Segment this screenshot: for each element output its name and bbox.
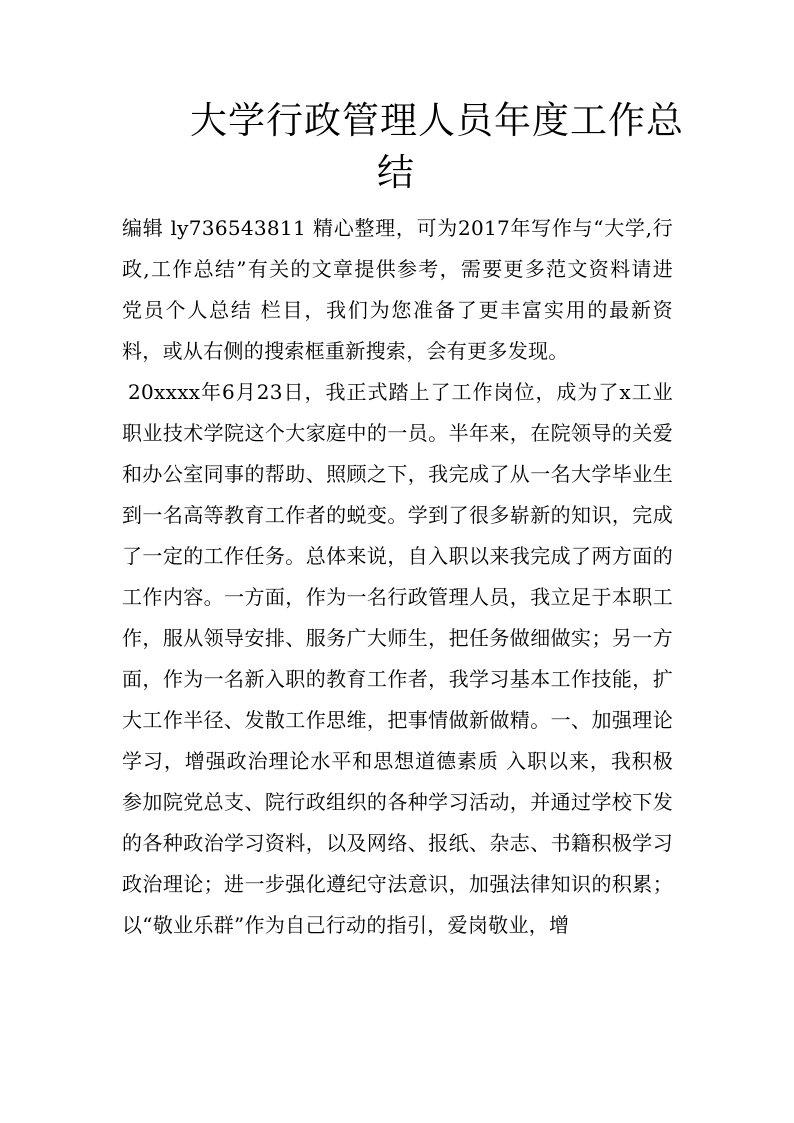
document-title [190, 96, 684, 198]
intro-paragraph: 编辑 ly736543811 精心整理，可为2017年写作与“大学,行政,工作总结”有关的文章提供参考，需要更多范文资料请进 党员个人总结 栏目，我们为您准备了更丰富实用的最新资料，或从右侧的搜索框重新搜索，会有更多发现。 [122, 216, 673, 363]
title-line-2: 结 [377, 151, 415, 194]
main-paragraph: 20xxxx年6月23日，我正式踏上了工作岗位，成为了x工业职业技术学院这个大家庭中的一员。半年来，在院领导的关爱和办公室同事的帮助、照顾之下，我完成了从一名大学毕业生到一名高等教育工作者的蜕变。学到了很多崭新的知识，完成了一定的工作任务。总体来说，自入职以来我完成了两方面的工作内容。一方面，作为一名行政管理人员，我立足于本职工作，服从领导安排、服务广大师生，把任务做细做实；另一方面，作为一名新入职的教育工作者，我学习基本工作技能，扩大工作半径、发散工作思维，把事情做新做精。一、加强理论学习，增强政治理论水平和思想道德素质 入职以来，我积极参加院党总支、院行政组织的各种学习活动，并通过学校下发的各种政治学习资料，以及网络、报纸、杂志、书籍积极学习政治理论；进一步强化遵纪守法意识，加强法律知识的积累；以“敬业乐群”作为自己行动的指引，爱岗敬业，增 [122, 380, 673, 937]
document-body [122, 208, 673, 946]
title-line-1: 大学行政管理人员年度工作总 [190, 99, 684, 142]
